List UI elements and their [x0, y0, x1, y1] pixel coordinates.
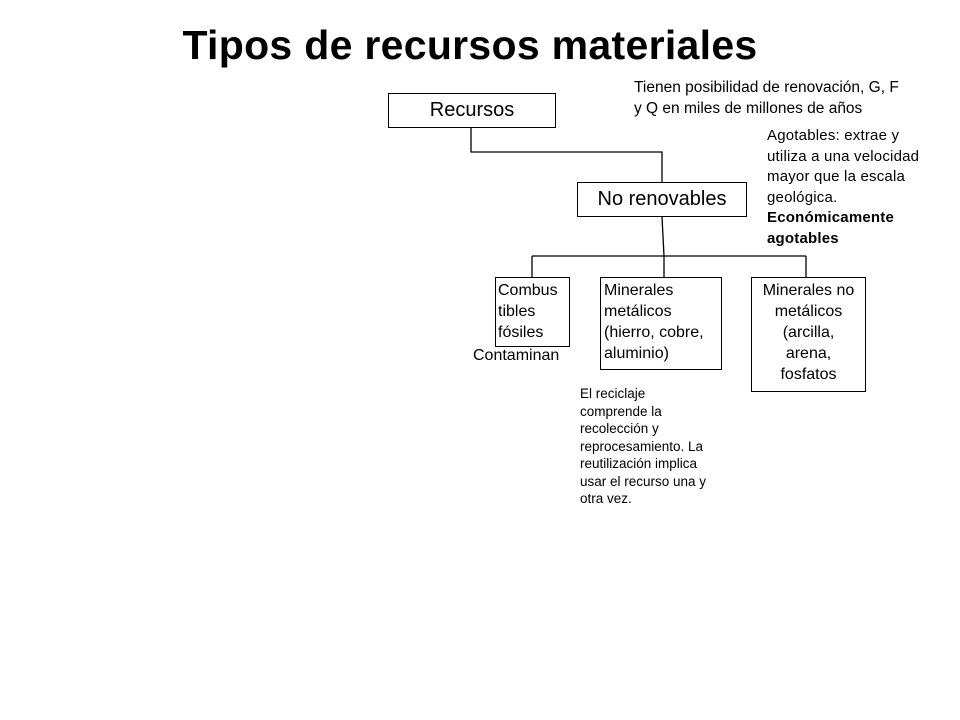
- label-contaminan: Contaminan: [473, 347, 560, 364]
- node-minerales-metalicos: Minerales metálicos (hierro, cobre, aluminio): [600, 277, 722, 370]
- node-combustibles-fosiles: Combus tibles fósiles: [495, 277, 570, 347]
- note-renovacion: Tienen posibilidad de renovación, G, F y Q en miles de millones de años: [634, 79, 899, 117]
- note-agotables: [767, 126, 960, 249]
- page-title: Tipos de recursos materiales: [182, 22, 758, 68]
- note-agotables-bold: Económicamente agotables: [767, 209, 895, 247]
- connector-norenovables-trunk: [662, 217, 664, 256]
- node-no-renovables-label: No renovables: [597, 188, 727, 210]
- note-reciclaje: El reciclaje comprende la recolección y reprocesamiento. La reutilización implica usar el recurso una y otra vez.: [580, 386, 707, 506]
- connector-recursos-norenovables: [471, 128, 662, 182]
- node-recursos-label: Recursos: [429, 99, 515, 121]
- note-agotables-text: Agotables: extrae y utiliza a una velocidad mayor que la escala geológica.: [767, 127, 920, 206]
- node-minerales-no-metalicos: Minerales no metálicos (arcilla, arena, fosfatos: [751, 277, 866, 392]
- node-recursos: [388, 93, 556, 128]
- node-no-renovables: [577, 182, 747, 217]
